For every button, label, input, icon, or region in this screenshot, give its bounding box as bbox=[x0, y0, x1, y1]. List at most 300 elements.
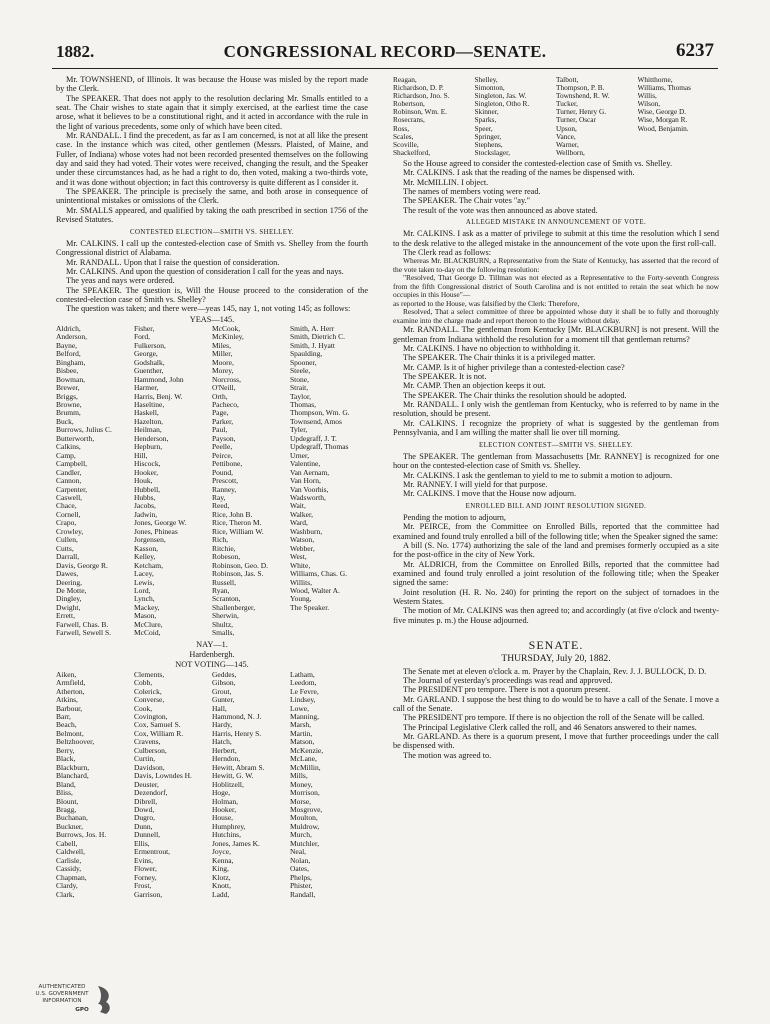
member-name: Williams, Chas. G. bbox=[290, 570, 347, 579]
member-name: Richardson, Jno. S. bbox=[393, 92, 450, 101]
member-name bbox=[290, 612, 368, 620]
paragraph: The PRESIDENT pro tempore. If there is no objection the roll of the Senate will be called. bbox=[403, 713, 705, 723]
page-header bbox=[52, 40, 718, 64]
member-name: Haseltine, bbox=[134, 401, 165, 410]
paragraph: Mr. McMILLIN. I object. bbox=[403, 177, 489, 187]
member-name: Updegraff, Thomas bbox=[290, 443, 349, 452]
member-name: Anderson, bbox=[56, 333, 88, 342]
member-name: Fisher, bbox=[134, 324, 155, 333]
member-name: West, bbox=[290, 553, 307, 562]
member-name: Shelley, bbox=[474, 76, 498, 84]
member-name: Davis, Lowndes H. bbox=[134, 772, 192, 781]
member-name: Manning, bbox=[290, 713, 319, 721]
paragraph: The names of members voting were read. bbox=[403, 186, 541, 196]
member-name: Moulton, bbox=[290, 814, 318, 823]
member-name: Hoge, bbox=[212, 789, 231, 798]
member-name: Urner, bbox=[290, 451, 310, 460]
member-name: Robeson, bbox=[212, 553, 241, 562]
member-name: Morrison, bbox=[290, 789, 320, 798]
paragraph: The Journal of yesterday's proceedings was read and approved. bbox=[403, 676, 613, 686]
member-name: Van Aernam, bbox=[290, 468, 330, 477]
member-name: Curtin, bbox=[134, 755, 156, 764]
member-name: Singleton, Jas. W. bbox=[474, 92, 527, 101]
member-name: Barbour, bbox=[56, 704, 83, 713]
member-name: Buchanan, bbox=[56, 814, 88, 823]
member-name: Buck, bbox=[56, 417, 74, 426]
member-name: Willis, bbox=[637, 92, 657, 101]
member-name: Burrows, Jos. H. bbox=[56, 831, 107, 840]
member-name: Bisbee, bbox=[56, 367, 79, 376]
member-name: Hubbell, bbox=[134, 485, 161, 494]
member-name: Hubbs, bbox=[134, 494, 156, 502]
paragraph: Mr. GARLAND. I suppose the best thing to do would be to have a call of the Senate. I move a call of the Senate. bbox=[393, 694, 719, 714]
member-name: Ray, bbox=[212, 494, 226, 502]
member-name: Peelle, bbox=[212, 443, 233, 452]
header-year: 1882. bbox=[56, 42, 95, 61]
member-name bbox=[290, 621, 368, 629]
member-name: Jones, Phineas bbox=[134, 527, 178, 536]
member-name: Wait, bbox=[290, 502, 306, 511]
member-name: Cornell, bbox=[56, 510, 81, 519]
member-name: Norcross, bbox=[212, 375, 241, 384]
member-name: Beltzhoover, bbox=[56, 738, 95, 747]
member-name: Steele, bbox=[290, 367, 311, 376]
member-name: Knott, bbox=[212, 882, 231, 891]
nay-name: Hardenbergh. bbox=[189, 650, 235, 660]
member-name bbox=[638, 133, 720, 141]
member-name: Smith, A. Herr bbox=[290, 324, 335, 333]
member-name: Herndon, bbox=[212, 755, 241, 764]
member-name: The Speaker. bbox=[290, 603, 330, 612]
member-name: Farwell, Chas. B. bbox=[56, 620, 109, 629]
paragraph: Mr. CALKINS. I move that the House now adjourn. bbox=[403, 489, 577, 499]
paragraph: as reported to the House, was falsified by the Clerk: Therefore, bbox=[393, 298, 580, 308]
member-name: Henderson, bbox=[134, 434, 169, 443]
member-name: Kenna, bbox=[212, 856, 234, 865]
member-name: Hazelton, bbox=[134, 417, 163, 426]
member-name: Young, bbox=[290, 595, 312, 604]
paragraph: Resolved, That a select committee of three be appointed whose duty it shall be to fully and thoroughly examine into the charge made and report thereon to the House without delay. bbox=[393, 307, 719, 325]
member-name: Robertson, bbox=[393, 100, 425, 109]
member-name: Clardy, bbox=[56, 882, 78, 891]
member-name: Holman, bbox=[212, 797, 239, 806]
member-name: Ford, bbox=[134, 333, 151, 342]
member-name: Belford, bbox=[56, 350, 81, 359]
member-name: Darrall, bbox=[56, 553, 80, 562]
member-name: Blackburn, bbox=[56, 763, 90, 772]
member-name: Payson, bbox=[212, 434, 236, 443]
member-name: Springer, bbox=[474, 132, 502, 141]
member-name: Jadwin, bbox=[134, 510, 158, 519]
member-name: Colerick, bbox=[134, 687, 162, 696]
member-name: Joyce, bbox=[212, 848, 231, 857]
member-name: Bowman, bbox=[56, 375, 85, 384]
member-name: Ladd, bbox=[212, 890, 230, 899]
member-name: Heilman, bbox=[134, 426, 162, 435]
member-name: Ritchie, bbox=[212, 544, 236, 553]
member-name: Candler, bbox=[56, 468, 82, 477]
paragraph: The PRESIDENT pro tempore. There is not a quorum present. bbox=[403, 685, 611, 695]
member-name: Cobb, bbox=[134, 679, 153, 688]
member-name: Updegraff, J. T. bbox=[290, 434, 337, 443]
paragraph: Mr. RANDALL. Upon that I raise the question of consideration. bbox=[66, 257, 280, 267]
section-heading: ALLEGED MISTAKE IN ANNOUNCEMENT OF VOTE. bbox=[465, 219, 647, 226]
member-name: Deuster, bbox=[134, 780, 159, 789]
member-name: Belmont, bbox=[56, 729, 84, 738]
member-name: Rich, bbox=[212, 536, 229, 545]
member-name: Ermentrout, bbox=[134, 848, 171, 857]
paragraph: Mr. CAMP. Then an objection keeps it out. bbox=[403, 381, 546, 391]
paragraph: Mr. RANDALL. I find the precedent, as far as I am concerned, is not at all like the present case. In the instance which was cited, other gentlemen (Messrs. Plaisted, of Maine, and Fuller, of Indiana) whose votes had not been recorded presented themselves on the following day and said they had voted. Their votes were received, changing the result, and the Speaker under these circumstances had, as he had a right to do, then voted, making a two-thirds vote, and it was done without objection; in fact this controversy is quite different as I consider it. bbox=[56, 131, 368, 187]
member-name: De Motte, bbox=[56, 586, 87, 595]
member-name: Hewitt, Abram S. bbox=[212, 763, 265, 772]
not-voting-list bbox=[56, 671, 368, 899]
paragraph: Mr. GARLAND. As there is a quorum present, I move that further proceedings under the call be dispensed with. bbox=[393, 732, 719, 751]
member-name: Clements, bbox=[134, 670, 165, 679]
member-name: Caldwell, bbox=[56, 848, 85, 857]
member-name: Burrows, Julius C. bbox=[56, 426, 112, 435]
member-name: Peirce, bbox=[212, 451, 233, 460]
paragraph: Mr. ALDRICH, from the Committee on Enrolled Bills, reported that the committee had examined and found truly enrolled a joint resolution of the following title; when the Speaker signed the same: bbox=[393, 559, 719, 588]
header-page-number: 6237 bbox=[676, 40, 714, 61]
member-name bbox=[290, 629, 368, 637]
member-name: Money, bbox=[290, 780, 313, 789]
member-name: Hutchins, bbox=[212, 831, 241, 840]
section-heading: ENROLLED BILL AND JOINT RESOLUTION SIGNED. bbox=[465, 502, 647, 510]
left-paragraphs-2 bbox=[56, 239, 368, 314]
member-name: McCook, bbox=[212, 324, 241, 333]
member-name: Lacey, bbox=[134, 570, 154, 579]
member-name: Covington, bbox=[134, 713, 168, 721]
paragraph: Mr. CAMP. Is it of higher privilege than a contested-election case? bbox=[403, 362, 625, 372]
member-name: McKinley, bbox=[212, 333, 244, 342]
header-title: CONGRESSIONAL RECORD—SENATE. bbox=[223, 42, 547, 61]
member-name: Vance, bbox=[556, 132, 576, 141]
member-name: Mills, bbox=[290, 772, 308, 781]
member-name: Murch, bbox=[290, 831, 312, 840]
member-name: Errett, bbox=[56, 612, 75, 621]
member-name: Caswell, bbox=[56, 494, 83, 502]
member-name: Sherwin, bbox=[212, 612, 239, 621]
member-name: Flower, bbox=[134, 865, 157, 874]
member-name: Wadsworth, bbox=[290, 494, 326, 502]
member-name: Cook, bbox=[134, 704, 153, 713]
member-name: Cutts, bbox=[56, 544, 74, 553]
member-name: Ellis, bbox=[134, 839, 150, 848]
paragraph: The SPEAKER. The gentleman from Massachusetts [Mr. RANNEY] is recognized for one hour on the contested-election case of Smith vs. Shelley. bbox=[393, 451, 719, 471]
seal-line-4: GPO bbox=[75, 1007, 89, 1013]
member-name: Bland, bbox=[56, 780, 76, 789]
member-name: Spaulding, bbox=[290, 350, 323, 359]
member-name: Taylor, bbox=[290, 392, 312, 401]
member-name: George, bbox=[134, 350, 158, 359]
member-name: Latham, bbox=[290, 670, 315, 679]
paragraph: Mr. PEIRCE, from the Committee on Enrolled Bills, reported that the committee had examined and found truly enrolled a bill of the following title; when the Speaker signed the same: bbox=[393, 522, 719, 541]
right-paragraphs-5 bbox=[393, 513, 719, 625]
member-name: Lewis, bbox=[134, 578, 155, 587]
member-name: Nolan, bbox=[290, 856, 311, 865]
member-name: Blount, bbox=[56, 797, 79, 806]
member-name: Carlisle, bbox=[56, 856, 82, 865]
member-name: Valentine, bbox=[290, 460, 321, 469]
member-name: Robinson, Geo. D. bbox=[212, 561, 269, 570]
member-name: Ketcham, bbox=[134, 561, 163, 570]
member-name: Bragg, bbox=[56, 805, 77, 814]
member-name: Lord, bbox=[134, 586, 151, 595]
member-name: Cabell, bbox=[56, 839, 78, 848]
member-name: Barr, bbox=[56, 713, 71, 721]
member-name: Brewer, bbox=[56, 384, 80, 393]
member-name: Chace, bbox=[56, 502, 77, 511]
member-name: Hewitt, G. W. bbox=[212, 772, 254, 781]
member-name: Smith, J. Hyatt bbox=[290, 341, 336, 350]
member-name: Speer, bbox=[474, 124, 493, 133]
member-name: Crapo, bbox=[56, 519, 77, 528]
member-name: Geddes, bbox=[212, 670, 237, 679]
nay-title: NAY—1. bbox=[196, 639, 228, 649]
member-name: Martin, bbox=[290, 729, 313, 738]
member-name: Van Horn, bbox=[290, 477, 321, 486]
member-name: Berry, bbox=[56, 746, 75, 755]
member-name: Frost, bbox=[134, 882, 152, 891]
member-name: Cullen, bbox=[56, 536, 78, 545]
right-paragraphs-3 bbox=[393, 325, 719, 437]
member-name: McCoid, bbox=[134, 629, 161, 638]
member-name: Stephens, bbox=[474, 140, 503, 149]
seal-line-2: U.S. GOVERNMENT bbox=[35, 991, 89, 997]
member-name: McClure, bbox=[134, 620, 163, 629]
member-name: Hooker, bbox=[212, 805, 237, 814]
member-name: Grout, bbox=[212, 687, 232, 696]
member-name: Wise, Morgan R. bbox=[637, 116, 688, 125]
member-name: Miles, bbox=[212, 341, 231, 350]
member-name: Talbott, bbox=[556, 76, 579, 84]
member-name: Hall, bbox=[212, 704, 227, 713]
member-name: Harmer, bbox=[134, 384, 159, 393]
member-name: Rice, William W. bbox=[212, 527, 264, 536]
paragraph: Joint resolution (H. R. No. 240) for printing the report on the subject of tornadoes in the Western States. bbox=[393, 587, 719, 606]
member-name: Robinson, Jas. S. bbox=[212, 570, 264, 579]
resolution-text bbox=[393, 257, 719, 325]
member-name: Cox, Samuel S. bbox=[134, 721, 181, 730]
member-name: Le Fevre, bbox=[290, 687, 319, 696]
member-name: Deering, bbox=[56, 578, 83, 587]
member-name: Ward, bbox=[290, 519, 308, 528]
member-name bbox=[638, 141, 720, 149]
member-name: McMillin, bbox=[290, 763, 321, 772]
paragraph: The Senate met at eleven o'clock a. m. Prayer by the Chaplain, Rev. J. J. BULLOCK, D. D. bbox=[403, 666, 707, 676]
member-name: Morse, bbox=[290, 797, 312, 806]
member-name: Hill, bbox=[134, 451, 148, 460]
member-name: Phelps, bbox=[290, 873, 312, 882]
member-name: Tucker, bbox=[556, 100, 578, 109]
member-name: Campbell, bbox=[56, 460, 88, 469]
member-name: Simonton, bbox=[474, 84, 505, 93]
member-name: Guenther, bbox=[134, 367, 164, 376]
member-name: Atkins, bbox=[56, 696, 78, 705]
member-name: Camp, bbox=[56, 451, 76, 460]
member-name: Black, bbox=[56, 755, 76, 764]
member-name: Whitthorne, bbox=[637, 76, 673, 84]
member-name: Davidson, bbox=[134, 763, 165, 772]
member-name: Smith, Dietrich C. bbox=[290, 333, 345, 342]
member-name: Russell, bbox=[212, 578, 236, 587]
member-name: Forney, bbox=[134, 873, 157, 882]
member-name: Wise, George D. bbox=[637, 108, 687, 117]
paragraph: The question was taken; and there were—yeas 145, nay 1, not voting 145; as follows: bbox=[66, 304, 351, 314]
member-name: Wilson, bbox=[637, 100, 661, 109]
member-name: Jones, George W. bbox=[134, 519, 187, 528]
member-name: Townshend, R. W. bbox=[556, 92, 610, 101]
seal-line-1: AUTHENTICATED bbox=[38, 984, 86, 990]
member-name: Shackelford, bbox=[393, 148, 431, 157]
member-name: Williams, Thomas bbox=[637, 84, 691, 93]
member-name: Blanchard, bbox=[56, 772, 89, 781]
member-name: Brumm, bbox=[56, 409, 81, 418]
member-name: Humphrey, bbox=[212, 822, 246, 831]
right-paragraphs-2 bbox=[393, 229, 719, 257]
member-name: Calkins, bbox=[56, 443, 81, 452]
member-name: Paul, bbox=[212, 426, 228, 435]
member-name: Hooker, bbox=[134, 468, 159, 477]
member-name: Wood, Benjamin. bbox=[637, 124, 689, 133]
member-name: Turner, Oscar bbox=[556, 116, 596, 125]
right-paragraphs-6 bbox=[393, 667, 719, 760]
member-name: Morey, bbox=[212, 367, 234, 376]
member-name: House, bbox=[212, 814, 234, 823]
member-name: Hiscock, bbox=[134, 460, 161, 469]
member-name: Skinner, bbox=[474, 108, 499, 117]
member-name: Randall, bbox=[290, 890, 316, 899]
header-rule bbox=[52, 68, 718, 69]
gpo-authentication-seal bbox=[12, 982, 132, 1018]
member-name: Dunnell, bbox=[134, 831, 161, 840]
member-name: Bliss, bbox=[56, 789, 73, 798]
member-name: Herbert, bbox=[212, 746, 237, 755]
member-name: Willits, bbox=[290, 578, 312, 587]
member-name: Converse, bbox=[134, 696, 165, 705]
member-name: Orth, bbox=[212, 392, 228, 401]
member-name: Kelley, bbox=[134, 553, 156, 562]
paragraph: The result of the vote was then announced as above stated. bbox=[403, 205, 598, 215]
member-name: Armfield, bbox=[56, 679, 86, 688]
member-name: Jacobs, bbox=[134, 502, 156, 511]
paragraph: The SPEAKER. That does not apply to the resolution declaring Mr. Smalls entitled to a seat. The Chair wishes to state again that it simply exercised, at the earliest time the case arose, what it believes to be a constitutional right, and it acted in accordance with the rule in the light of various precedents, some only of which have been cited. bbox=[56, 93, 368, 131]
member-name: Buckner, bbox=[56, 822, 83, 831]
member-name: McKenzie, bbox=[290, 746, 324, 755]
member-name: Gunter, bbox=[212, 696, 235, 705]
paragraph: The SPEAKER. The Chair votes "ay." bbox=[403, 196, 531, 206]
member-name: Beach, bbox=[56, 721, 77, 730]
paragraph: Mr. CALKINS. I recognize the propriety of what is suggested by the gentleman from Pennsylvania, and I am willing the matter shall lie over till morning. bbox=[393, 418, 719, 438]
paragraph: The SPEAKER. The principle is precisely the same, and both arose in consequence of unintentional mistakes or omissions of the Clerk. bbox=[56, 187, 368, 206]
paragraph: "Resolved, That George D. Tillman was not elected as a Representative to the Forty-seventh Congress from the fifth Congressional district of South Carolina and is not entitled to retain the seat which he now occupies in this House"— bbox=[393, 273, 719, 300]
member-name: Thomas, bbox=[290, 401, 317, 410]
member-name: Dawes, bbox=[56, 570, 79, 579]
member-name: Dowd, bbox=[134, 805, 155, 814]
member-name: Richardson, D. P. bbox=[393, 84, 444, 93]
member-name: Thompson, P. B. bbox=[556, 84, 605, 93]
member-name: Watson, bbox=[290, 536, 315, 545]
member-name: Hardy, bbox=[212, 721, 233, 730]
member-name: Cravens, bbox=[134, 738, 161, 747]
paragraph: Mr. RANNEY. I will yield for that purpose. bbox=[403, 479, 548, 489]
member-name: Bayne, bbox=[56, 341, 78, 350]
member-name: Hammond, John bbox=[134, 375, 184, 384]
member-name: Thompson, Wm. G. bbox=[290, 409, 350, 418]
paragraph: The SPEAKER. It is not. bbox=[403, 372, 487, 382]
member-name: Aldrich, bbox=[56, 324, 81, 333]
paragraph: The yeas and nays were ordered. bbox=[66, 276, 175, 286]
member-name: Fulkerson, bbox=[134, 341, 166, 350]
member-name: Atherton, bbox=[56, 687, 85, 696]
member-name: Townsend, Amos bbox=[290, 417, 342, 426]
member-name: Dunn, bbox=[134, 822, 153, 831]
member-name: Pound, bbox=[212, 468, 234, 477]
member-name: Stockslager, bbox=[474, 148, 511, 157]
member-name: Kasson, bbox=[134, 544, 158, 553]
member-name: Evins, bbox=[134, 856, 153, 865]
member-name bbox=[638, 149, 720, 157]
member-name: Upson, bbox=[556, 124, 577, 133]
paragraph: The Clerk read as follows: bbox=[403, 248, 492, 258]
member-name: Farwell, Sewell S. bbox=[56, 629, 111, 638]
member-name: Hatch, bbox=[212, 738, 232, 747]
yeas-list bbox=[56, 325, 368, 638]
paragraph: Mr. CALKINS. I ask that the reading of the names be dispensed with. bbox=[403, 168, 635, 178]
member-name: Pettibone, bbox=[212, 460, 243, 469]
member-name: Prescott, bbox=[212, 477, 239, 486]
member-name: Rice, Theron M. bbox=[212, 519, 262, 528]
member-name: Leedom, bbox=[290, 679, 317, 688]
member-name: Browne, bbox=[56, 401, 82, 410]
member-name: Oates, bbox=[290, 865, 309, 874]
member-name: Culberson, bbox=[134, 746, 167, 755]
member-name: Matson, bbox=[290, 738, 315, 747]
member-name: O'Neill, bbox=[212, 384, 236, 393]
seal-line-3: INFORMATION bbox=[42, 998, 82, 1004]
right-column bbox=[393, 75, 719, 760]
member-name: Ryan, bbox=[212, 586, 230, 595]
member-name: Washburn, bbox=[290, 527, 323, 536]
member-name: Reagan, bbox=[393, 76, 417, 84]
paragraph: Mr. RANDALL. I only wish the gentleman from Kentucky, who is referred to by name in the resolution, should be present. bbox=[393, 400, 719, 419]
member-name: Moore, bbox=[212, 358, 234, 367]
member-name: Mason, bbox=[134, 612, 157, 621]
member-name: Mosgrove, bbox=[290, 805, 323, 814]
member-name: Dezendorf, bbox=[134, 789, 168, 798]
member-name: Robinson, Wm. E. bbox=[393, 108, 447, 117]
left-column bbox=[56, 75, 368, 901]
paragraph: Mr. SMALLS appeared, and qualified by taking the oath prescribed in section 1756 of the Revised Statutes. bbox=[56, 205, 368, 225]
member-name: Warner, bbox=[556, 140, 579, 149]
paragraph: The Principal Legislative Clerk called the roll, and 46 Senators answered to their names. bbox=[403, 722, 697, 732]
paragraph: So the House agreed to consider the contested-election case of Smith vs. Shelley. bbox=[403, 158, 673, 168]
member-name: Scales, bbox=[393, 132, 414, 141]
member-name: Scoville, bbox=[393, 140, 419, 149]
member-name: Scranton, bbox=[212, 595, 241, 604]
paragraph: The motion was agreed to. bbox=[403, 750, 492, 760]
paragraph: Whereas Mr. BLACKBURN, a Representative from the State of Kentucky, has asserted that the record of the vote taken to-day on the following resolution: bbox=[393, 256, 719, 274]
not-voting-continued bbox=[393, 76, 719, 157]
member-name: Bingham, bbox=[56, 358, 86, 367]
section-heading: CONTESTED ELECTION—SMITH VS. SHELLEY. bbox=[129, 228, 295, 236]
member-name: Page, bbox=[212, 409, 229, 418]
member-name: Singleton, Otho R. bbox=[474, 100, 530, 109]
member-name: McLane, bbox=[290, 755, 317, 764]
member-name: Van Voorhis, bbox=[290, 485, 329, 494]
member-name: Tyler, bbox=[290, 426, 308, 435]
